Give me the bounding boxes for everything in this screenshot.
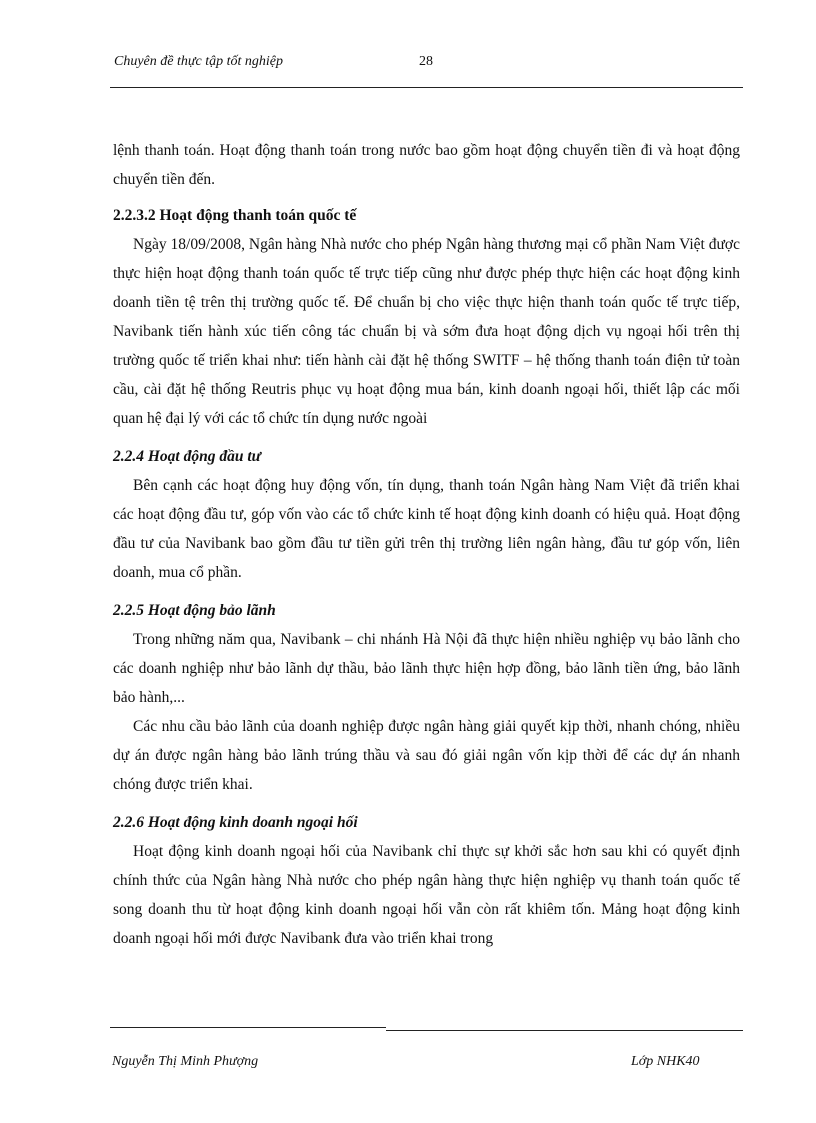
paragraph: Các nhu cầu bảo lãnh của doanh nghiệp được ngân hàng giải quyết kịp thời, nhanh chóng, nhiều dự án được ngân hàng bảo lãnh trúng thầu và sau đó giải ngân vốn kịp thời để các dự án nhanh chóng được triển khai.	[113, 718, 740, 793]
header-divider	[110, 87, 743, 88]
footer-author: Nguyễn Thị Minh Phượng	[112, 1054, 259, 1069]
intro-paragraph: lệnh thanh toán. Hoạt động thanh toán trong nước bao gồm hoạt động chuyển tiền đi và hoạt động chuyển tiền đến.	[113, 142, 740, 188]
paragraph: Ngày 18/09/2008, Ngân hàng Nhà nước cho phép Ngân hàng thương mại cổ phần Nam Việt được thực hiện hoạt động thanh toán quốc tế trực tiếp cũng như được phép thực hiện các hoạt động kinh doanh tiền tệ trên thị trường quốc tế. Để chuẩn bị cho việc thực hiện thanh toán quốc tế trực tiếp, Navibank tiến hành xúc tiến công tác chuẩn bị và sớm đưa hoạt động dịch vụ ngoại hối trên thị trường quốc tế triển khai như: tiến hành cài đặt hệ thống SWITF – hệ thống thanh toán điện tử toàn cầu, cài đặt hệ thống Reutris phục vụ hoạt động mua bán, kinh doanh ngoại hối, thiết lập các mối quan hệ đại lý với các tổ chức tín dụng nước ngoài	[113, 236, 740, 427]
footer-divider-right	[386, 1030, 743, 1031]
page-number: 28	[419, 54, 433, 69]
section-heading-investment: 2.2.4 Hoạt động đầu tư	[113, 448, 261, 465]
section-heading-international-payment: 2.2.3.2 Hoạt động thanh toán quốc tế	[113, 207, 357, 224]
paragraph: Trong những năm qua, Navibank – chi nhánh Hà Nội đã thực hiện nhiều nghiệp vụ bảo lãnh cho các doanh nghiệp như bảo lãnh dự thầu, bảo lãnh thực hiện hợp đồng, bảo lãnh tiền ứng, bảo lãnh bảo hành,...	[113, 631, 740, 706]
document-body	[113, 136, 740, 953]
paragraph: Bên cạnh các hoạt động huy động vốn, tín dụng, thanh toán Ngân hàng Nam Việt đã triển khai các hoạt động đầu tư, góp vốn vào các tổ chức kinh tế hoạt động kinh doanh có hiệu quả. Hoạt động đầu tư của Navibank bao gồm đầu tư tiền gửi trên thị trường liên ngân hàng, đầu tư góp vốn, liên doanh, mua cổ phần.	[113, 477, 740, 581]
page-header	[112, 52, 743, 74]
section-heading-guarantee: 2.2.5 Hoạt động bảo lãnh	[113, 602, 276, 619]
header-title: Chuyên đề thực tập tốt nghiệp	[114, 54, 283, 69]
section-heading-forex: 2.2.6 Hoạt động kinh doanh ngoại hối	[113, 814, 358, 831]
paragraph: Hoạt động kinh doanh ngoại hối của Navibank chỉ thực sự khởi sắc hơn sau khi có quyết định chính thức của Ngân hàng Nhà nước cho phép ngân hàng thực hiện nghiệp vụ thanh toán quốc tế song doanh thu từ hoạt động kinh doanh ngoại hối vẫn còn rất khiêm tốn. Mảng hoạt động kinh doanh ngoại hối mới được Navibank đưa vào triển khai trong	[113, 843, 740, 947]
footer-class: Lớp NHK40	[631, 1054, 700, 1069]
footer-divider-left	[110, 1027, 386, 1028]
